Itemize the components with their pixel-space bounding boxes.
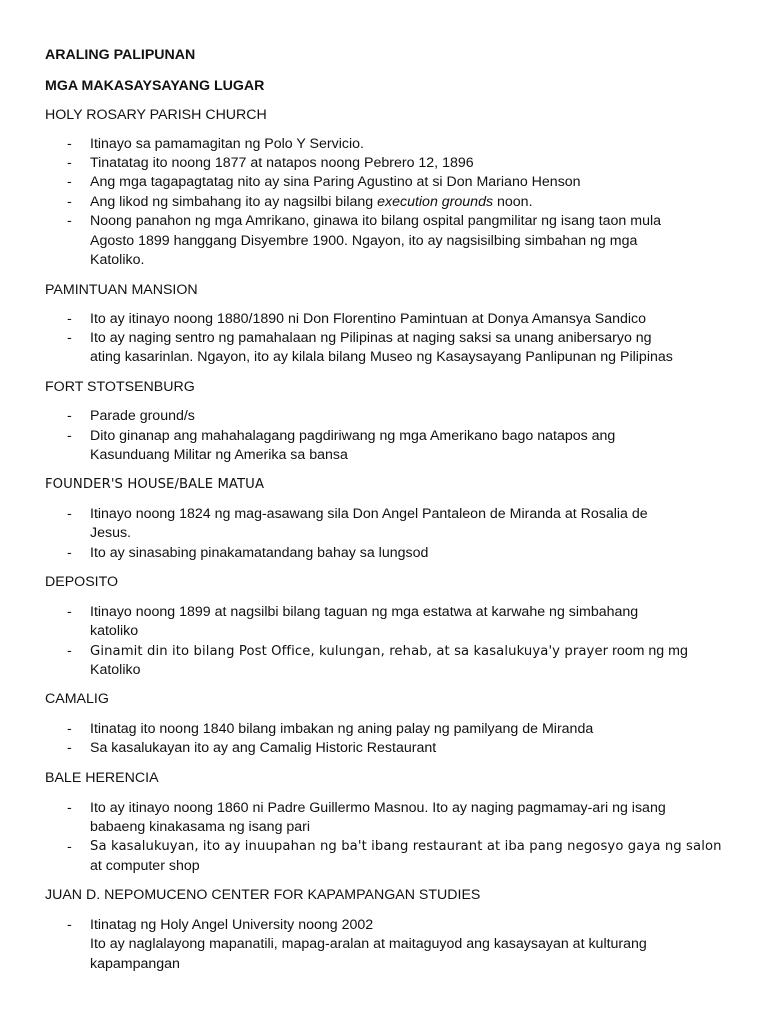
bullet-text-part: Ginamit din ito bilang Post Office, kulungan, rehab, at sa kasalukuya'y prayer bbox=[90, 644, 609, 659]
bullet-text-continuation: Ito ay naglalayong mapanatili, mapag-aralan at maitaguyod ang kasaysayan at kulturang bbox=[90, 936, 647, 952]
section-heading: HOLY ROSARY PARISH CHURCH bbox=[45, 107, 267, 123]
document-subtitle: MGA MAKASAYSAYANG LUGAR bbox=[45, 78, 265, 94]
bullet-dash: - bbox=[67, 506, 72, 522]
bullet-dash: - bbox=[67, 643, 72, 659]
bullet-dash: - bbox=[67, 311, 72, 327]
bullet-text: Itinayo sa pamamagitan ng Polo Y Servicio. bbox=[90, 136, 364, 152]
bullet-text-part: room ng mg bbox=[612, 643, 688, 659]
bullet-text-continuation: at computer shop bbox=[90, 858, 200, 874]
bullet-text-continuation: ating kasarinlan. Ngayon, ito ay kilala bilang Museo ng Kasaysayang Panlipunan ng Pilipinas bbox=[90, 349, 673, 365]
bullet-text-continuation: Agosto 1899 hanggang Disyembre 1900. Ngayon, ito ay nagsisilbing simbahan ng mga bbox=[90, 233, 638, 249]
section-heading: JUAN D. NEPOMUCENO CENTER FOR KAPAMPANGAN STUDIES bbox=[45, 887, 481, 903]
section-heading: BALE HERENCIA bbox=[45, 770, 159, 786]
bullet-dash: - bbox=[67, 917, 72, 933]
bullet-text: Ang mga tagapagtatag nito ay sina Paring Agustino at si Don Mariano Henson bbox=[90, 174, 581, 190]
bullet-text-continuation: Katoliko bbox=[90, 662, 141, 678]
bullet-text-continuation: babaeng kinakasama ng isang pari bbox=[90, 819, 311, 835]
section-heading: CAMALIG bbox=[45, 691, 109, 707]
bullet-text bbox=[90, 193, 533, 211]
bullet-dash: - bbox=[67, 213, 72, 229]
document-title: ARALING PALIPUNAN bbox=[45, 47, 196, 63]
bullet-text-continuation: kapampangan bbox=[90, 956, 180, 972]
bullet-dash: - bbox=[67, 194, 72, 210]
section-heading: DEPOSITO bbox=[45, 574, 119, 590]
bullet-text bbox=[90, 642, 688, 661]
section-heading: PAMINTUAN MANSION bbox=[45, 282, 198, 298]
bullet-text: Ito ay itinayo noong 1880/1890 ni Don Florentino Pamintuan at Donya Amansya Sandico bbox=[90, 311, 647, 327]
bullet-text: Tinatatag ito noong 1877 at natapos noong Pebrero 12, 1896 bbox=[90, 155, 474, 171]
bullet-text: Itinatag ito noong 1840 bilang imbakan ng aning palay ng pamilyang de Miranda bbox=[90, 721, 594, 737]
bullet-text-continuation: Kasunduang Militar ng Amerika sa bansa bbox=[90, 447, 348, 463]
bullet-dash: - bbox=[67, 721, 72, 737]
bullet-text: Ito ay sinasabing pinakamatandang bahay sa lungsod bbox=[90, 545, 429, 561]
bullet-text-continuation: Katoliko. bbox=[90, 252, 145, 268]
bullet-text: Sa kasalukuyan, ito ay inuupahan ng ba't ibang restaurant at iba pang negosyo gaya ng salon bbox=[90, 839, 722, 854]
bullet-dash: - bbox=[67, 604, 72, 620]
bullet-text: Ito ay naging sentro ng pamahalaan ng Pilipinas at naging saksi sa unang anibersaryo ng bbox=[90, 330, 652, 346]
bullet-dash: - bbox=[67, 155, 72, 171]
section-heading: FOUNDER'S HOUSE/BALE MATUA bbox=[45, 477, 265, 492]
bullet-text: Sa kasalukayan ito ay ang Camalig Historic Restaurant bbox=[90, 740, 437, 756]
bullet-dash: - bbox=[67, 330, 72, 346]
bullet-text-continuation: katoliko bbox=[90, 623, 139, 639]
bullet-text-continuation: Jesus. bbox=[90, 525, 132, 541]
bullet-text: Itinayo noong 1899 at nagsilbi bilang taguan ng mga estatwa at karwahe ng simbahang bbox=[90, 604, 639, 620]
bullet-dash: - bbox=[67, 174, 72, 190]
bullet-text: Noong panahon ng mga Amrikano, ginawa ito bilang ospital pangmilitar ng isang taon mula bbox=[90, 213, 662, 229]
bullet-dash: - bbox=[67, 136, 72, 152]
bullet-dash: - bbox=[67, 839, 72, 855]
bullet-text-part: noon. bbox=[497, 194, 533, 210]
section-heading: FORT STOTSENBURG bbox=[45, 379, 195, 395]
bullet-dash: - bbox=[67, 408, 72, 424]
bullet-text: Itinayo noong 1824 ng mag-asawang sila Don Angel Pantaleon de Miranda at Rosalia de bbox=[90, 506, 648, 522]
bullet-text: Itinatag ng Holy Angel University noong 2002 bbox=[90, 917, 374, 933]
bullet-dash: - bbox=[67, 800, 72, 816]
bullet-text-part: Ang likod ng simbahang ito ay nagsilbi bilang bbox=[90, 194, 374, 210]
bullet-dash: - bbox=[67, 428, 72, 444]
bullet-text: Ito ay itinayo noong 1860 ni Padre Guillermo Masnou. Ito ay naging pagmamay-ari ng isang bbox=[90, 800, 666, 816]
bullet-dash: - bbox=[67, 740, 72, 756]
bullet-dash: - bbox=[67, 545, 72, 561]
bullet-text: Parade ground/s bbox=[90, 408, 195, 424]
emphasis-text: execution grounds bbox=[377, 194, 494, 210]
bullet-text: Dito ginanap ang mahahalagang pagdiriwang ng mga Amerikano bago natapos ang bbox=[90, 428, 616, 444]
